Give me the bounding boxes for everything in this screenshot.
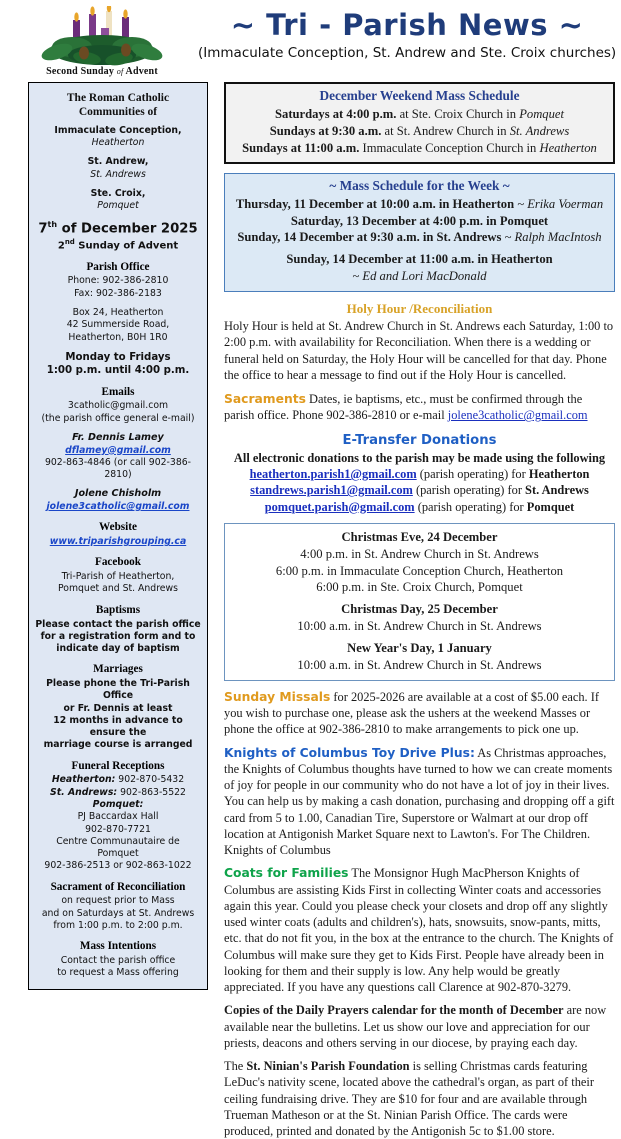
- marriages-line-3: 12 months in advance to ensure the: [53, 714, 183, 739]
- christmas-eve-line: 6:00 p.m. in Immaculate Conception Church, Heatherton: [275, 563, 564, 578]
- holy-hour-heading: Holy Hour /Reconciliation: [346, 301, 493, 316]
- week-row-0-text: Thursday, 11 December at 10:00 a.m. in Heatherton: [235, 196, 518, 211]
- marriages-line-4: marriage course is arranged: [43, 739, 193, 751]
- page-title: ~ Tri - Parish News ~: [230, 8, 584, 42]
- wreath-caption-tail: Advent: [125, 66, 158, 77]
- funeral-receptions-heading: Funeral Receptions: [71, 759, 165, 772]
- funeral-pomquet-venue: PJ Baccardax Hall: [77, 811, 159, 823]
- week-row-0-intention: ~ Erika Voerman: [517, 196, 604, 211]
- christmas-day-line: 10:00 a.m. in St. Andrew Church in St. Andrews: [297, 619, 542, 634]
- marriages-heading: Marriages: [93, 663, 143, 676]
- week-row-3-intention: ~ Ed and Lori MacDonald: [352, 269, 487, 284]
- funeral-heatherton-phone: 902-870-5432: [115, 774, 185, 786]
- weekend-row-1-text: at St. Andrew Church in: [381, 123, 510, 138]
- sunday-missals-body: for 2025-2026 are available at a cost of $5.00 each. If you wish to purchase one, please ask the ushers at the weekend Masses or phone the office at 902-386-2810 to make arrangements to pick one up.: [224, 689, 600, 737]
- funeral-standrews-phone: 902-863-5522: [117, 786, 186, 798]
- funeral-pomquet-label: Pomquet:: [92, 799, 144, 810]
- st-ninian-body: is selling Christmas cards featuring LeDuc's nativity scene, located above the cathedral's organ, as part of their ceiling fundraising drive. They are $10 for four and are available through Trueman Matheson or at the St. Ninian Parish Office. The cards were produced, printed and donated by the Antigonish 5c to $1.00 store.: [224, 1059, 594, 1139]
- etransfer-email-pomquet[interactable]: pomquet.parish@gmail.com: [264, 499, 415, 514]
- week-row-2-text: Sunday, 14 December at 9:30 a.m. in St. Andrews: [237, 230, 505, 245]
- etransfer-section: [224, 432, 615, 515]
- sacraments-email-link[interactable]: jolene3catholic@gmail.com: [447, 408, 588, 423]
- notices-section: [224, 689, 615, 1139]
- masthead: [0, 0, 621, 82]
- christmas-eve-title: Christmas Eve, 24 December: [341, 529, 498, 544]
- week-row-1-text: Saturday, 13 December at 4:00 p.m. in Pomquet: [290, 213, 549, 228]
- facebook-line-1: Tri-Parish of Heatherton,: [61, 571, 175, 583]
- office-phone: Phone: 902-386-2810: [67, 275, 169, 287]
- reconciliation-line-3: from 1:00 p.m. to 2:00 p.m.: [53, 919, 183, 931]
- toy-drive-heading: Knights of Columbus Toy Drive Plus:: [224, 745, 475, 760]
- community-name-2: Ste. Croix,: [90, 187, 146, 199]
- coats-notice: [224, 865, 615, 995]
- office-hours-time: 1:00 p.m. until 4:00 p.m.: [46, 365, 190, 377]
- etransfer-email-standrews[interactable]: standrews.parish1@gmail.com: [250, 483, 413, 498]
- week-schedule-row: [231, 196, 608, 213]
- funeral-standrews-label: St. Andrews:: [50, 786, 118, 798]
- etransfer-note-0: (parish operating) for: [416, 467, 529, 482]
- marriages-line-1: Please phone the Tri-Parish Office: [46, 678, 190, 702]
- community-name-1: St. Andrew,: [87, 156, 149, 168]
- sacraments-section: [224, 391, 615, 424]
- weekend-row-0-time: Saturdays at 4:00 p.m.: [275, 107, 397, 121]
- week-schedule-row: [231, 229, 608, 246]
- liturgical-day: 2nd Sunday of Advent: [57, 238, 179, 252]
- christmas-eve-line: 6:00 p.m. in Ste. Croix Church, Pomquet: [316, 580, 523, 595]
- priest-email-link[interactable]: dflamey@gmail.com: [65, 444, 171, 456]
- weekend-schedule-row: [232, 106, 607, 123]
- baptisms-line-3: indicate day of baptism: [56, 643, 180, 655]
- parish-office-heading: Parish Office: [86, 260, 150, 273]
- priest-name: Fr. Dennis Lamey: [72, 432, 164, 443]
- weekend-schedule-title: December Weekend Mass Schedule: [319, 88, 520, 103]
- holy-hour-body: Holy Hour is held at St. Andrew Church in St. Andrews each Saturday, 1:00 to 2:00 p.m. with availability for Reconciliation. When there is a wedding or funeral held on Saturday, the Holy Hour will be cancelled for that day. Phone the office to hear a message to find out if the Holy Hour is cancelled.: [224, 319, 614, 382]
- reconciliation-heading: Sacrament of Reconciliation: [50, 880, 186, 893]
- wreath-caption-of: of: [116, 67, 124, 76]
- etransfer-row: [224, 499, 615, 515]
- daily-prayers-heading: Copies of the Daily Prayers calendar for the month of December: [224, 1003, 564, 1018]
- coats-heading: Coats for Families: [224, 866, 349, 881]
- community-place-0: Heatherton: [91, 137, 145, 149]
- new-years-title: New Year's Day, 1 January: [347, 641, 492, 656]
- funeral-centre-phone: 902-386-2513 or 902-863-1022: [44, 860, 192, 872]
- bulletin-date: 7th of December 2025: [38, 220, 198, 237]
- week-row-3-text: Sunday, 14 December at 11:00 a.m. in Heatherton: [286, 252, 553, 267]
- daily-prayers-notice: [224, 1002, 615, 1051]
- staff-email-link[interactable]: jolene3catholic@gmail.com: [46, 501, 190, 513]
- facebook-heading: Facebook: [95, 556, 141, 569]
- sacraments-heading: Sacraments: [224, 392, 306, 407]
- st-ninian-notice: [224, 1058, 615, 1139]
- christmas-day-title: Christmas Day, 25 December: [341, 602, 498, 617]
- parish-info-sidebar: [28, 82, 208, 990]
- funeral-pomquet-phone: 902-870-7721: [85, 823, 151, 835]
- community-place-2: Pomquet: [97, 200, 139, 212]
- advent-wreath-icon: [27, 6, 177, 68]
- etransfer-parish-2: Pomquet: [526, 499, 575, 514]
- wreath-caption-lead: Second Sunday: [46, 66, 115, 77]
- body-columns: [0, 82, 621, 1139]
- marriages-line-2: or Fr. Dennis at least: [63, 702, 173, 714]
- weekend-row-2-text: Immaculate Conception Church in: [359, 140, 540, 155]
- advent-wreath-block: [6, 4, 198, 77]
- staff-name: Jolene Chisholm: [74, 488, 162, 500]
- etransfer-row: [224, 482, 615, 498]
- daily-prayers-body: are now available near the bulletins. Let us show our love and appreciation for our priests, deacons and others serving in our diocese, by praying each day.: [224, 1003, 607, 1050]
- weekend-schedule-row: [232, 123, 607, 140]
- etransfer-row: [224, 466, 615, 482]
- sacraments-paragraph: [224, 391, 615, 424]
- etransfer-note-2: (parish operating) for: [414, 499, 527, 514]
- etransfer-parish-1: St. Andrews: [525, 483, 589, 498]
- toy-drive-body: As Christmas approaches, the Knights of Columbus thoughts have turned to how we can create moments of joy for people in our community who do not have a lot of joy in their lives. You can help us by making a cash donation, purchasing and dropping off a gift card from 5 to 1.00, Canadian Tire, Superstore or Walmart at our drop off location at Antigonish Market Square next to Lawton's. For The Children. Knights of Columbus: [224, 745, 615, 858]
- new-years-line: 10:00 a.m. in St. Andrew Church in St. Andrews: [297, 657, 542, 672]
- wreath-caption: [6, 66, 198, 77]
- sidebar-heading: The Roman Catholic Communities of: [66, 92, 170, 119]
- mass-intentions-heading: Mass Intentions: [79, 940, 157, 953]
- main-content-column: [224, 82, 615, 1139]
- toy-drive-notice: [224, 745, 615, 859]
- etransfer-note-1: (parish operating) for: [412, 483, 526, 498]
- website-heading: Website: [99, 521, 137, 534]
- sunday-missals-notice: [224, 689, 615, 738]
- week-row-2-intention: ~ Ralph MacIntosh: [504, 230, 602, 245]
- baptisms-heading: Baptisms: [95, 603, 141, 616]
- weekly-mass-schedule-box: [224, 173, 615, 292]
- weekend-row-2-time: Sundays at 11:00 a.m.: [242, 140, 360, 155]
- etransfer-intro: All electronic donations to the parish may be made using the following: [233, 450, 606, 465]
- sacraments-body: Dates, ie baptisms, etc., must be confirmed through the parish office. Phone 902-386-2810 or e-mail: [224, 392, 583, 423]
- week-schedule-row: [231, 213, 608, 230]
- etransfer-heading: E-Transfer Donations: [342, 432, 497, 448]
- office-address-3: Heatherton, B0H 1R0: [68, 331, 168, 343]
- office-hours-days: Monday to Fridays: [65, 351, 171, 363]
- community-place-1: St. Andrews: [90, 168, 146, 180]
- reconciliation-line-1: on request prior to Mass: [61, 895, 175, 907]
- mass-intentions-line-1: Contact the parish office: [60, 954, 176, 966]
- office-address-2: 42 Summerside Road,: [66, 319, 170, 331]
- weekend-row-2-place: Heatherton: [539, 140, 597, 155]
- title-block: [198, 4, 616, 61]
- coats-body: The Monsignor Hugh MacPherson Knights of Columbus are assisting Kids First in collecting Winter coats and accessories again this year. Could you please check your closets and drop off any slightly used winter coats (adults and children's), hats, snowsuits, snow-pants, mitts, etc. that do not fit you, in the box at the entrance to the church. The Knights of Columbus will make sure they get to Kids First. People have already been in looking for them and their supply is low. Any help would be greatly appreciated. If you have any questions call Clarence at 902-870-3279.: [224, 866, 614, 995]
- st-ninian-lead: The: [224, 1059, 247, 1074]
- office-address-1: Box 24, Heatherton: [72, 306, 164, 318]
- priest-phone: 902-863-4846 (or call 902-386-2810): [44, 456, 192, 481]
- etransfer-email-heatherton[interactable]: heatherton.parish1@gmail.com: [249, 467, 417, 482]
- general-email-note: (the parish office general e-mail): [41, 412, 195, 424]
- week-schedule-row: [231, 251, 608, 268]
- office-fax: Fax: 902-386-2183: [74, 287, 162, 299]
- etransfer-parish-0: Heatherton: [528, 467, 590, 482]
- weekend-row-1-place: St. Andrews: [509, 123, 570, 138]
- emails-heading: Emails: [101, 385, 135, 398]
- baptisms-line-2: for a registration form and to: [40, 630, 196, 642]
- week-row-3-intention-line: [231, 268, 608, 285]
- weekend-row-0-text: at Ste. Croix Church in: [396, 107, 520, 121]
- st-ninian-heading: St. Ninian's Parish Foundation: [246, 1059, 410, 1074]
- weekend-row-1-time: Sundays at 9:30 a.m.: [269, 123, 382, 138]
- mass-intentions-line-2: to request a Mass offering: [57, 967, 179, 979]
- week-schedule-title: ~ Mass Schedule for the Week ~: [329, 177, 510, 193]
- website-link[interactable]: www.triparishgrouping.ca: [49, 536, 187, 548]
- general-email: 3catholic@gmail.com: [67, 400, 169, 412]
- funeral-heatherton-label: Heatherton:: [51, 774, 116, 786]
- weekend-row-0-place: Pomquet: [519, 107, 564, 121]
- facebook-line-2: Pomquet and St. Andrews: [58, 583, 178, 595]
- baptisms-line-1: Please contact the parish office: [35, 618, 201, 630]
- funeral-centre-name: Centre Communautaire de Pomquet: [56, 835, 180, 860]
- weekend-schedule-row: [232, 140, 607, 157]
- holy-hour-section: [224, 300, 615, 383]
- community-name-0: Immaculate Conception,: [54, 124, 182, 136]
- sunday-missals-heading: Sunday Missals: [224, 689, 331, 704]
- reconciliation-line-2: and on Saturdays at St. Andrews: [41, 907, 195, 919]
- page-subtitle: (Immaculate Conception, St. Andrew and Ste. Croix churches): [198, 45, 617, 62]
- christmas-schedule-box: [224, 523, 615, 681]
- christmas-eve-line: 4:00 p.m. in St. Andrew Church in St. Andrews: [300, 546, 539, 561]
- weekend-mass-schedule-box: [224, 82, 615, 164]
